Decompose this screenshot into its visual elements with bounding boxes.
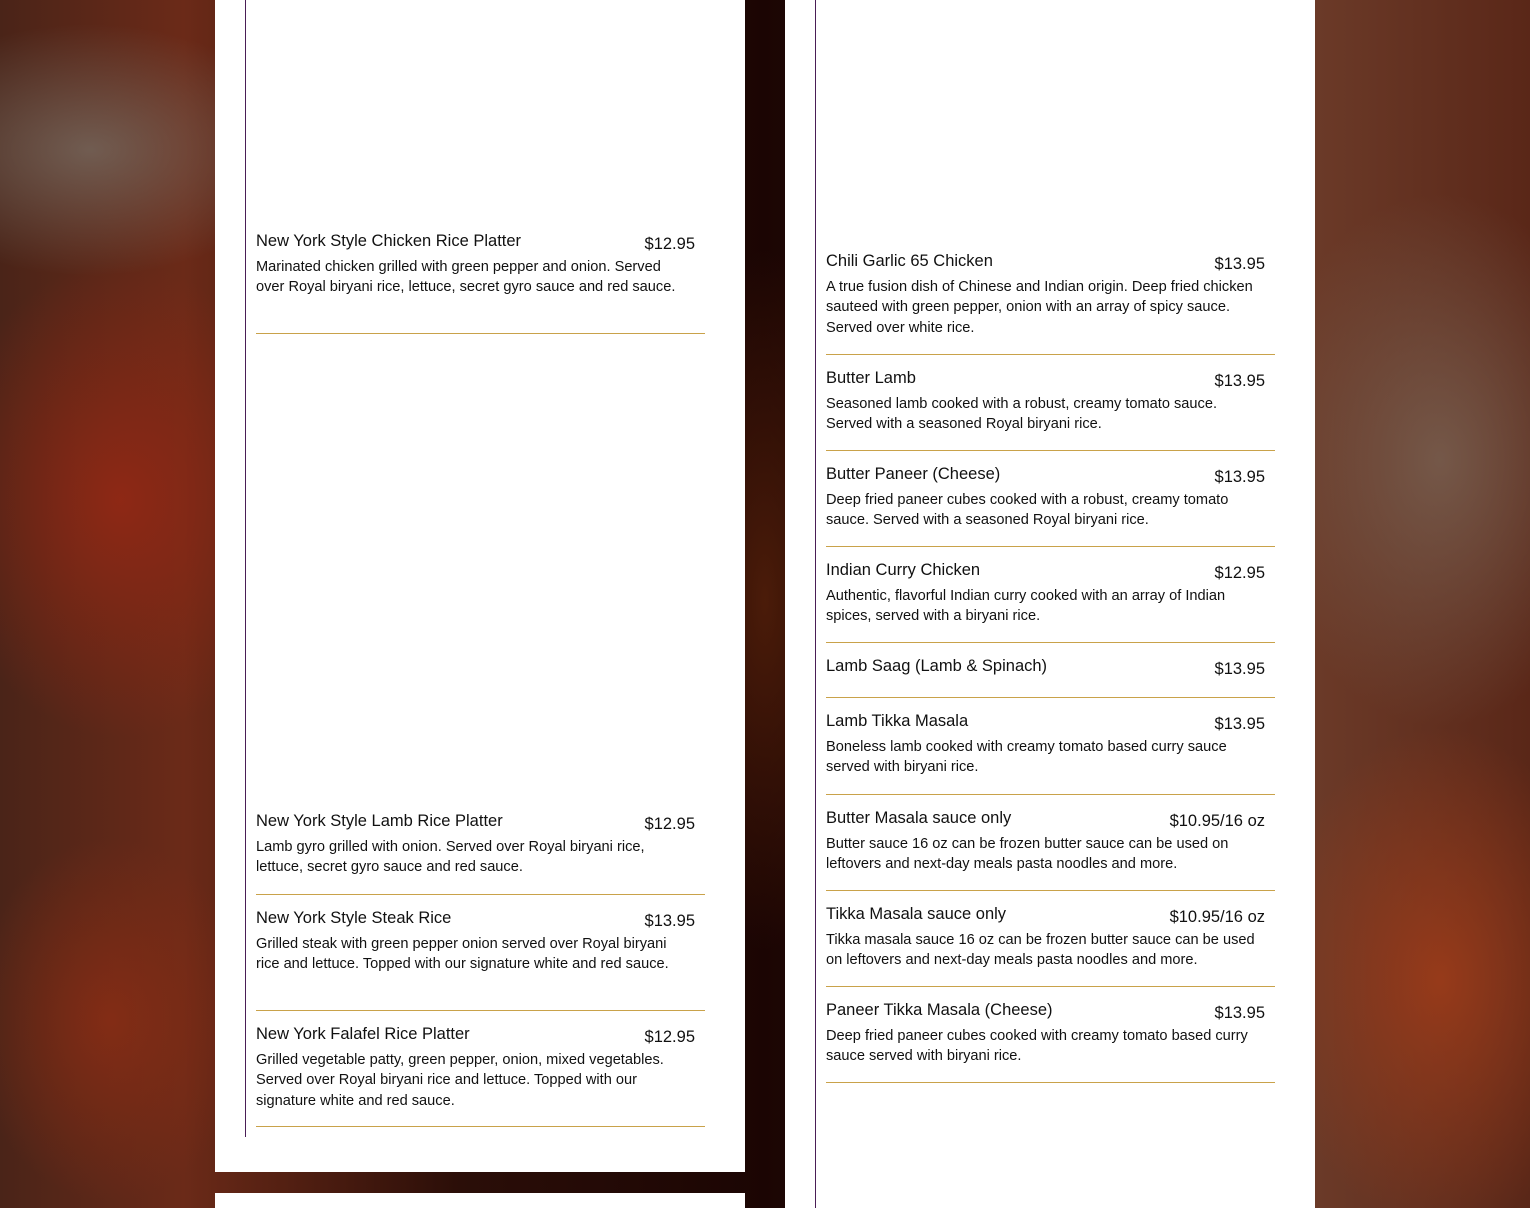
menu-item-price: $13.95	[644, 912, 695, 930]
menu-item-price: $13.95	[1214, 1004, 1265, 1022]
menu-item-price: $13.95	[1214, 660, 1265, 678]
menu-item-name: Tikka Masala sauce only	[826, 905, 1007, 923]
menu-item-name: Lamb Tikka Masala	[826, 712, 969, 730]
menu-item-butter-paneer[interactable]	[826, 463, 1275, 547]
menu-item-lamb-rice-platter[interactable]	[256, 810, 705, 895]
menu-item-description: Deep fried paneer cubes cooked with creamy tomato based curry sauce served with biryani rice.	[826, 1028, 1248, 1065]
menu-item-name: Paneer Tikka Masala (Cheese)	[826, 1001, 1053, 1019]
menu-item-name: Butter Lamb	[826, 369, 916, 387]
menu-item-lamb-saag[interactable]	[826, 655, 1275, 698]
next-menu-panel	[215, 1193, 745, 1208]
menu-item-steak-rice[interactable]	[256, 907, 705, 1011]
menu-item-chili-garlic-chicken[interactable]	[826, 250, 1275, 355]
right-menu-panel	[785, 0, 1315, 1208]
menu-item-description: A true fusion dish of Chinese and Indian origin. Deep fried chicken sauteed with green pepper, onion with an array of spicy sauce. Served over white rice.	[826, 279, 1253, 336]
menu-item-description: Lamb gyro grilled with onion. Served over Royal biryani rice, lettuce, secret gyro sauce and red sauce.	[256, 839, 645, 876]
right-accent-line	[815, 0, 816, 1208]
menu-item-description: Butter sauce 16 oz can be frozen butter sauce can be used on leftovers and next-day meals pasta noodles and more.	[826, 836, 1229, 873]
left-accent-line	[245, 0, 246, 1137]
menu-item-tikka-masala-sauce[interactable]	[826, 903, 1275, 987]
menu-item-lamb-tikka-masala[interactable]	[826, 710, 1275, 795]
left-menu-panel	[215, 0, 745, 1172]
menu-item-description: Authentic, flavorful Indian curry cooked with an array of Indian spices, served with a biryani rice.	[826, 588, 1226, 625]
menu-item-paneer-tikka-masala[interactable]	[826, 999, 1275, 1083]
menu-item-price: $13.95	[1214, 372, 1265, 390]
menu-item-name: Chili Garlic 65 Chicken	[826, 252, 993, 270]
menu-item-falafel-rice-platter[interactable]	[256, 1023, 705, 1127]
menu-item-price: $10.95/16 oz	[1169, 908, 1265, 926]
menu-item-name: New York Style Chicken Rice Platter	[256, 232, 522, 250]
menu-item-description: Deep fried paneer cubes cooked with a robust, creamy tomato sauce. Served with a seasoned Royal biryani rice.	[826, 492, 1229, 529]
menu-item-name: Lamb Saag (Lamb & Spinach)	[826, 657, 1048, 675]
menu-item-name: New York Style Steak Rice	[256, 909, 452, 927]
menu-item-name: Indian Curry Chicken	[826, 561, 981, 579]
menu-item-price: $12.95	[644, 1028, 695, 1046]
menu-item-price: $13.95	[1214, 468, 1265, 486]
menu-item-name: New York Falafel Rice Platter	[256, 1025, 470, 1043]
menu-item-butter-masala-sauce[interactable]	[826, 807, 1275, 891]
menu-item-butter-lamb[interactable]	[826, 367, 1275, 451]
menu-item-price: $12.95	[644, 815, 695, 833]
menu-item-name: Butter Paneer (Cheese)	[826, 465, 1001, 483]
menu-item-price: $10.95/16 oz	[1169, 812, 1265, 830]
menu-item-description: Grilled vegetable patty, green pepper, onion, mixed vegetables. Served over Royal biryani rice and lettuce. Topped with our signature white and red sauce.	[256, 1052, 664, 1109]
menu-item-description: Grilled steak with green pepper onion served over Royal biryani rice and lettuce. Topped with our signature white and red sauce.	[256, 936, 669, 973]
menu-item-price: $13.95	[1214, 715, 1265, 733]
menu-item-name: Butter Masala sauce only	[826, 809, 1012, 827]
menu-item-price: $12.95	[1214, 564, 1265, 582]
menu-item-description: Boneless lamb cooked with creamy tomato based curry sauce served with biryani rice.	[826, 739, 1227, 776]
menu-item-price: $12.95	[644, 235, 695, 253]
menu-item-description: Seasoned lamb cooked with a robust, creamy tomato sauce. Served with a seasoned Royal biryani rice.	[826, 396, 1217, 433]
menu-item-chicken-rice-platter[interactable]	[256, 230, 705, 334]
menu-item-price: $13.95	[1214, 255, 1265, 273]
menu-item-name: New York Style Lamb Rice Platter	[256, 812, 503, 830]
menu-item-description: Marinated chicken grilled with green pepper and onion. Served over Royal biryani rice, lettuce, secret gyro sauce and red sauce.	[256, 259, 676, 296]
menu-item-indian-curry-chicken[interactable]	[826, 559, 1275, 643]
menu-item-description: Tikka masala sauce 16 oz can be frozen butter sauce can be used on leftovers and next-day meals pasta noodles and more.	[826, 932, 1255, 969]
